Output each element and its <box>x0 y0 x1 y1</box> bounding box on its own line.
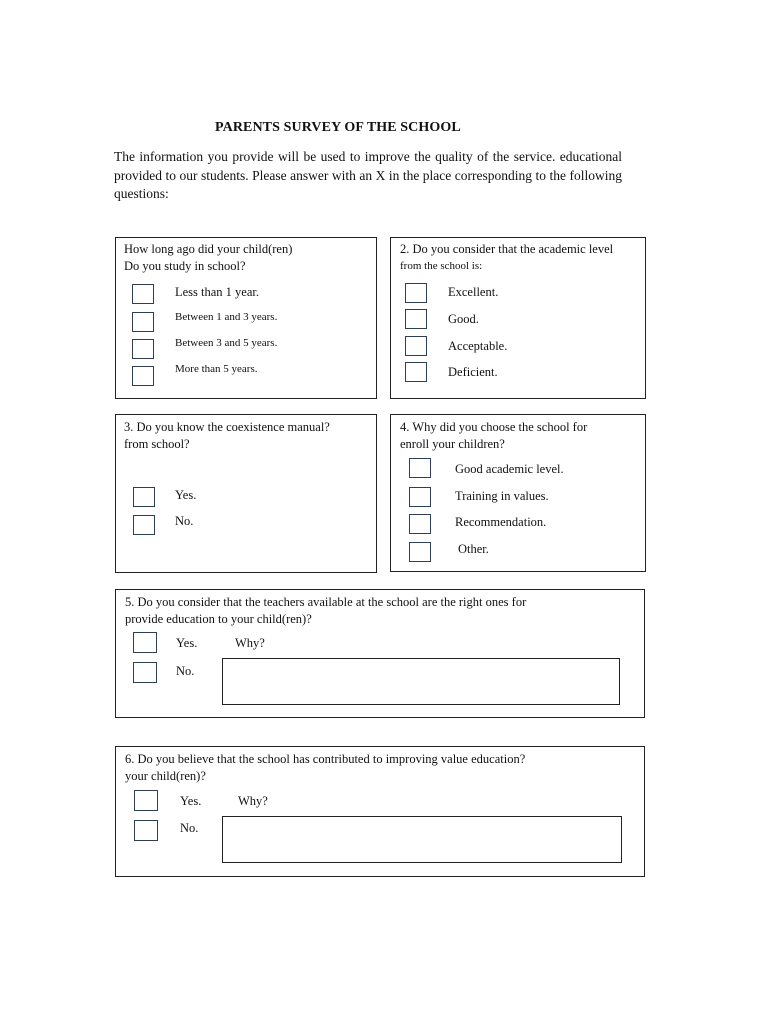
q1-option-label: Between 1 and 3 years. <box>175 311 278 323</box>
q2-option-label: Good. <box>448 312 479 326</box>
q3-option-label: Yes. <box>175 488 197 502</box>
q2-checkbox-deficient[interactable] <box>405 362 427 382</box>
q6-option-label: Yes. <box>180 794 202 808</box>
q1-checkbox-more-than-5-years[interactable] <box>132 366 154 386</box>
q6-why-answer-field[interactable] <box>222 816 622 863</box>
q6-checkbox-yes[interactable] <box>134 790 158 811</box>
q4-option-label: Recommendation. <box>455 515 547 529</box>
question-6-text: 6. Do you believe that the school has contributed to improving value education? your child(ren)? <box>125 752 526 783</box>
q5-option-label: No. <box>176 664 195 678</box>
q2-option-label: Deficient. <box>448 365 498 379</box>
q1-option-label: More than 5 years. <box>175 363 258 375</box>
q4-option-label: Good academic level. <box>455 462 564 476</box>
q4-checkbox-recommendation[interactable] <box>409 514 431 534</box>
q5-option-label: Yes. <box>176 636 198 650</box>
q1-checkbox-between-1-and-3-years[interactable] <box>132 312 154 332</box>
q1-option-label: Between 3 and 5 years. <box>175 337 278 349</box>
q4-option-label: Training in values. <box>455 489 549 503</box>
q5-why-label: Why? <box>235 636 265 650</box>
q4-checkbox-other[interactable] <box>409 542 431 562</box>
q6-option-label: No. <box>180 821 199 835</box>
question-4-text: 4. Why did you choose the school for enroll your children? <box>400 420 588 451</box>
q1-checkbox-between-3-and-5-years[interactable] <box>132 339 154 359</box>
q2-checkbox-excellent[interactable] <box>405 283 427 303</box>
q4-checkbox-good-academic-level[interactable] <box>409 458 431 478</box>
q6-checkbox-no[interactable] <box>134 820 158 841</box>
q2-option-label: Acceptable. <box>448 339 508 353</box>
q5-checkbox-yes[interactable] <box>133 632 157 653</box>
q3-checkbox-no[interactable] <box>133 515 155 535</box>
q5-checkbox-no[interactable] <box>133 662 157 683</box>
q2-checkbox-acceptable[interactable] <box>405 336 427 356</box>
q2-checkbox-good[interactable] <box>405 309 427 329</box>
q3-checkbox-yes[interactable] <box>133 487 155 507</box>
question-1-text: How long ago did your child(ren) Do you study in school? <box>124 242 293 273</box>
question-2-text: 2. Do you consider that the academic level from the school is: <box>400 242 614 272</box>
q6-why-label: Why? <box>238 794 268 808</box>
q1-option-label: Less than 1 year. <box>175 285 260 299</box>
q4-option-label: Other. <box>458 542 489 556</box>
survey-title: PARENTS SURVEY OF THE SCHOOL <box>215 120 461 135</box>
question-5-text: 5. Do you consider that the teachers available at the school are the right ones for provide education to your child(ren)? <box>125 595 527 626</box>
q5-why-answer-field[interactable] <box>222 658 620 705</box>
q2-option-label: Excellent. <box>448 285 499 299</box>
q1-checkbox-less-than-1-year[interactable] <box>132 284 154 304</box>
survey-intro: The information you provide will be used to improve the quality of the service. educational provided to our students. Please answer with an X in the place corresponding to the following questions: <box>114 149 622 201</box>
q4-checkbox-training-in-values[interactable] <box>409 487 431 507</box>
question-3-text: 3. Do you know the coexistence manual? from school? <box>124 420 330 451</box>
q3-option-label: No. <box>175 514 194 528</box>
